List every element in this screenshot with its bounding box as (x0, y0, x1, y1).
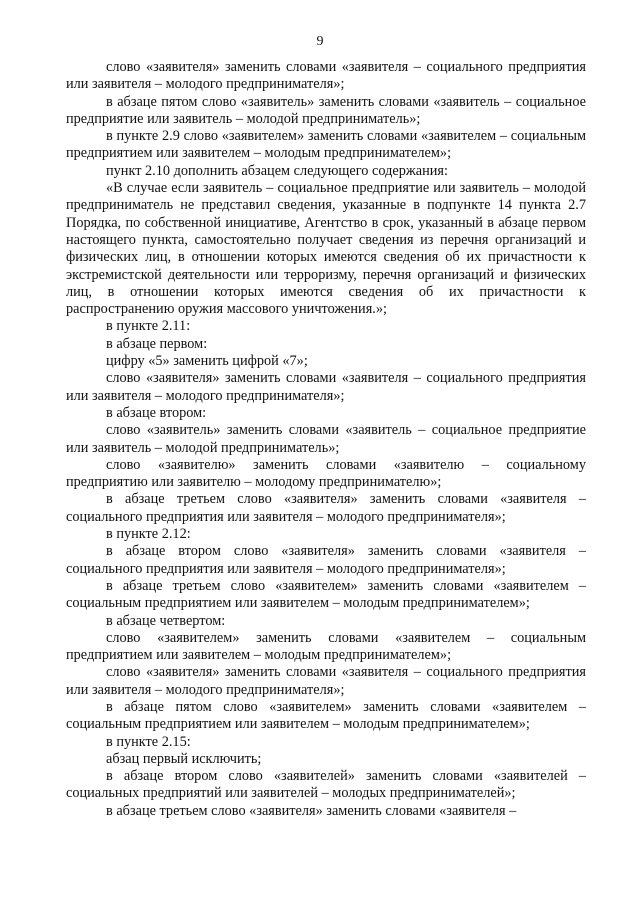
paragraph: слово «заявителя» заменить словами «заявителя – социального предприятия или заявителя – молодого предпринимателя»; (66, 664, 586, 698)
paragraph: в пункте 2.15: (106, 733, 191, 750)
paragraph: в пункте 2.9 слово «заявителем» заменить словами «заявителем – социальным предприятием или заявителем – молодым предпринимателем»; (66, 128, 586, 162)
paragraph: в абзаце пятом слово «заявитель» заменить словами «заявитель – социальное предприятие или заявитель – молодой предприниматель»; (66, 93, 586, 127)
paragraph: в абзаце четвертом: (106, 612, 226, 629)
paragraph: слово «заявителю» заменить словами «заявителю – социальному предприятию или заявителю – молодому предпринимателю»; (66, 456, 586, 491)
paragraph: слово «заявитель» заменить словами «заявитель – социальное предприятие или заявитель – молодой предприниматель»; (66, 422, 586, 456)
paragraph: в абзаце втором слово «заявителя» заменить словами «заявителя – социального предприятия или заявителя – молодого предпринимателя»; (66, 543, 586, 577)
paragraph: в пункте 2.12: (106, 526, 191, 543)
paragraph: слово «заявителем» заменить словами «заявителем – социальным предприятием или заявителем – молодым предпринимателем»; (66, 629, 586, 664)
paragraph: слово «заявителя» заменить словами «заявителя – социального предприятия или заявителя – молодого предпринимателя»; (66, 59, 586, 93)
paragraph: в пункте 2.11: (106, 318, 191, 335)
paragraph: «В случае если заявитель – социальное предприятие или заявитель – молодой предприниматель не представил сведения, указанные в подпункте 14 пункта 2.7 Порядка, по собственной инициативе, Агентство в срок, указанный в абзаце первом настоящего пункта, самостоятельно получает сведения из перечня организаций и физических лиц, в отношении которых имеются сведения об их причастности к экстремистской деятельности или терроризму, перечня организаций и физических лиц, в отношении которых имеются сведения об их причастности к распространению оружия массового уничтожения.»; (66, 180, 586, 318)
paragraph: цифру «5» заменить цифрой «7»; (106, 353, 308, 370)
document-body (66, 59, 586, 820)
paragraph: слово «заявителя» заменить словами «заявителя – социального предприятия или заявителя – молодого предпринимателя»; (66, 370, 586, 404)
paragraph: в абзаце третьем слово «заявителя» заменить словами «заявителя – социального предприятия или заявителя – молодого предпринимателя»; (66, 491, 586, 525)
paragraph: в абзаце втором: (106, 404, 207, 421)
paragraph: в абзаце третьем слово «заявителя» заменить словами «заявителя – (106, 802, 517, 819)
paragraph: в абзаце третьем слово «заявителем» заменить словами «заявителем – социальным предприятием или заявителем – молодым предпринимателем»; (66, 577, 586, 612)
paragraph: абзац первый исключить; (106, 750, 262, 767)
page-number: 9 (316, 34, 324, 49)
paragraph: в абзаце втором слово «заявителей» заменить словами «заявителей – социальных предприятий или заявителей – молодых предпринимателей»; (66, 768, 586, 802)
paragraph: в абзаце первом: (106, 335, 208, 352)
paragraph: пункт 2.10 дополнить абзацем следующего содержания: (106, 162, 448, 179)
paragraph: в абзаце пятом слово «заявителем» заменить словами «заявителем – социальным предприятием или заявителем – молодым предпринимателем»; (66, 698, 586, 733)
